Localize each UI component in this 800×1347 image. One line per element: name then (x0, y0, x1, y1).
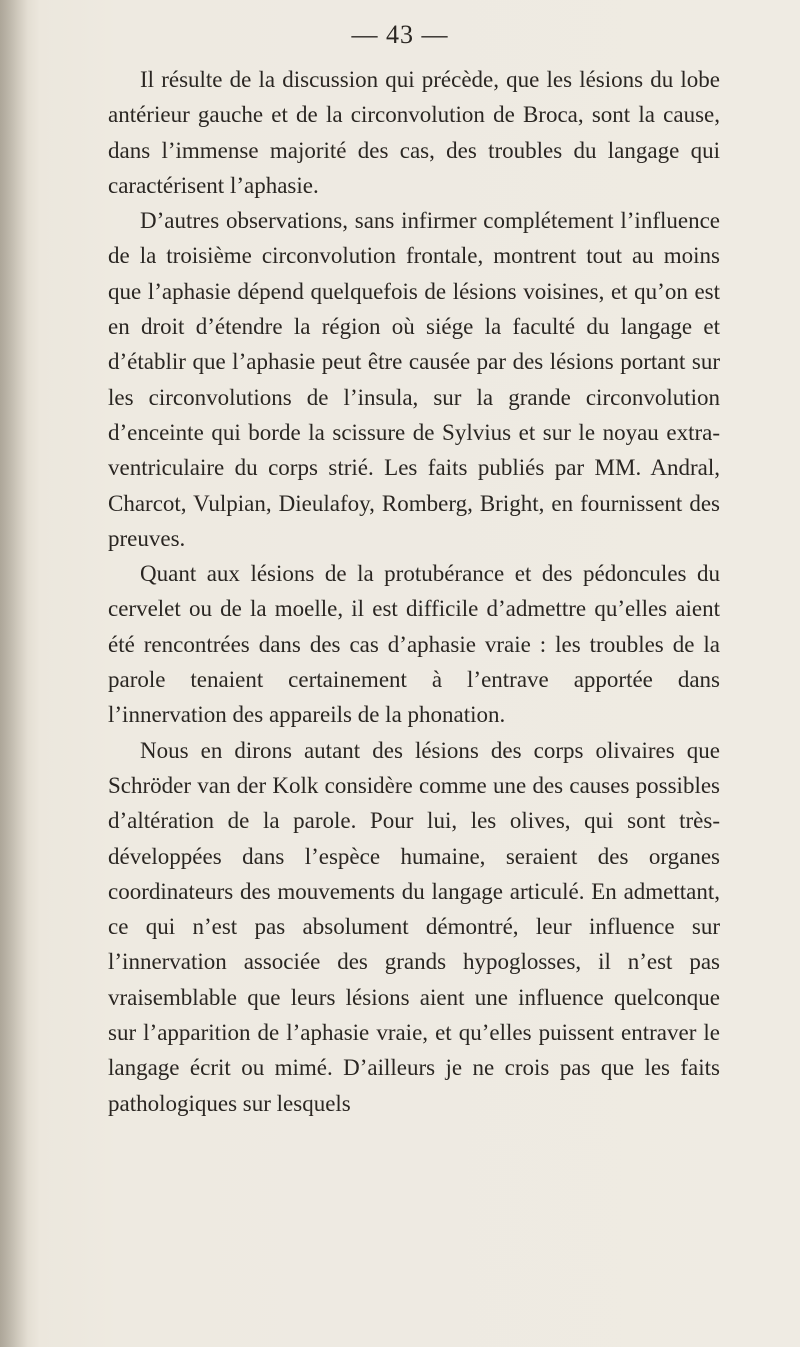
body-text (108, 62, 720, 1121)
paragraph: Il résulte de la discussion qui précède, que les lésions du lobe antérieur gauche et de la circonvolution de Broca, sont la cause, dans l’immense majorité des cas, des troubles du langage qui caractérisent l’aphasie. (108, 67, 720, 198)
paragraph: D’autres observations, sans infirmer complétement l’influence de la troisième circonvolution frontale, montrent tout au moins que l’aphasie dépend quelquefois de lésions voisines, et qu’on est en droit d’étendre la région où siége la faculté du langage et d’établir que l’aphasie peut être causée par des lésions portant sur les circonvolutions de l’insula, sur la grande circonvolution d’enceinte qui borde la scissure de Sylvius et sur le noyau extra-ventriculaire du corps strié. Les faits publiés par MM. Andral, Charcot, Vulpian, Dieulafoy, Romberg, Bright, en fournissent des preuves. (108, 208, 720, 551)
binding-shadow (0, 0, 28, 1347)
paragraph: Nous en dirons autant des lésions des corps olivaires que Schröder van der Kolk considère comme une des causes possibles d’altération de la parole. Pour lui, les olives, qui sont très-développées dans l’espèce humaine, seraient des organes coordinateurs des mouvements du langage articulé. En admettant, ce qui n’est pas absolument démontré, leur influence sur l’innervation associée des grands hypoglosses, il n’est pas vraisemblable que leurs lésions aient une influence quelconque sur l’apparition de l’aphasie vraie, et qu’elles puissent entraver le langage écrit ou mimé. D’ailleurs je ne crois pas que les faits pathologiques sur lesquels (108, 737, 720, 1116)
page-number: — 43 — (351, 20, 449, 49)
paragraph: Quant aux lésions de la protubérance et des pédoncules du cervelet ou de la moelle, il est difficile d’admettre qu’elles aient été rencontrées dans des cas d’aphasie vraie : les troubles de la parole tenaient certainement à l’entrave apportée dans l’innervation des appareils de la phonation. (108, 561, 720, 728)
